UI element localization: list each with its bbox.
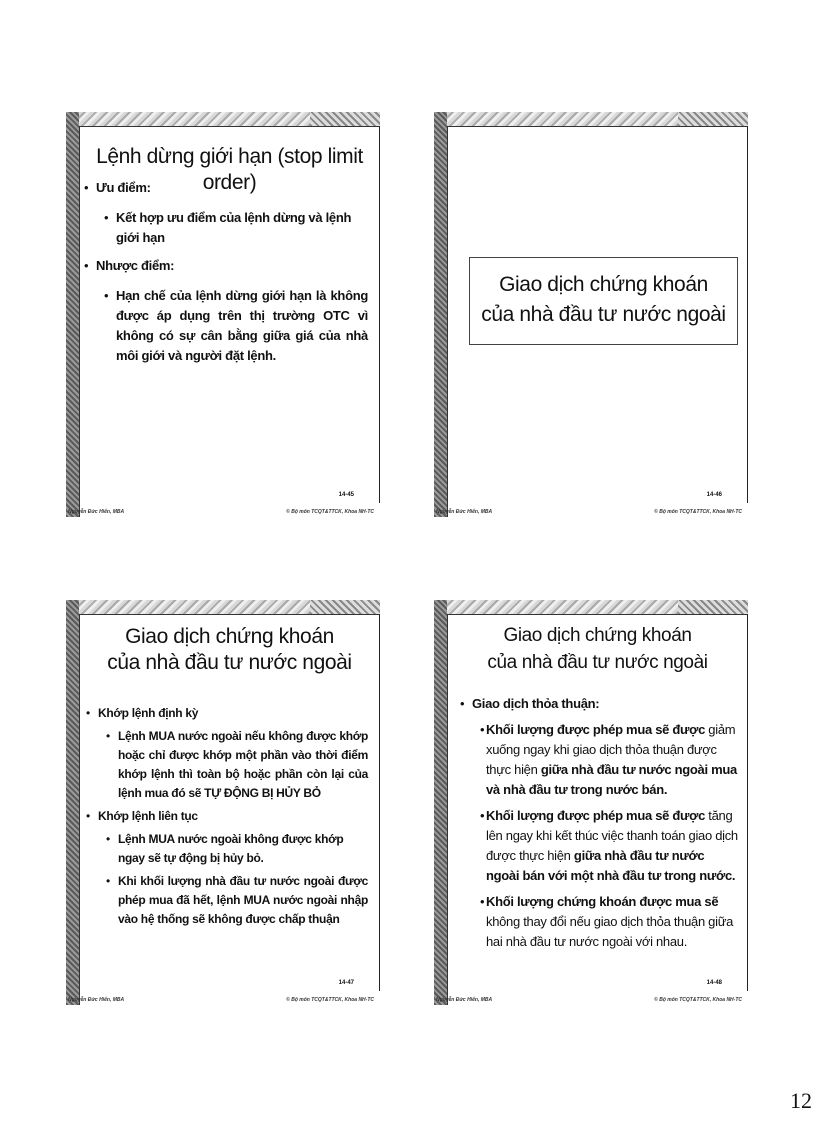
sub-bullet-normal: giảm xuống ngay khi giao dịch thỏa thuận được thực hiện <box>486 722 736 777</box>
bullet: • Nhược điểm: <box>84 256 368 276</box>
sub-bullet: • Hạn chế của lệnh dừng giới hạn là không được áp dụng trên thị trường OTC vì không có sự cân bằng giữa giá của nhà môi giới và người đặt lệnh. <box>84 286 368 366</box>
slide-14-45 <box>66 112 380 517</box>
footer-copyright: © Bộ môn TCQT&TTCK, Khoa NH-TC <box>286 509 374 515</box>
sub-bullet-strong: Khối lượng được phép mua sẽ được <box>486 722 705 737</box>
footer-author: Nguyễn Đức Hiển, MBA <box>68 509 125 515</box>
slide-body <box>86 704 368 929</box>
section-title-box <box>469 257 738 345</box>
sub-bullet: • Khi khối lượng nhà đầu tư nước ngoài được phép mua đã hết, lệnh MUA nước ngoài nhập vào hệ thống sẽ không được chấp thuận <box>86 872 368 929</box>
slide-title-line2: của nhà đầu tư nước ngoài <box>107 651 352 674</box>
slide-body <box>460 694 740 952</box>
footer-author: Nguyễn Đức Hiển, MBA <box>436 997 493 1003</box>
sub-bullet <box>460 720 740 800</box>
section-title-line2: của nhà đầu tư nước ngoài <box>481 303 726 326</box>
slide-title <box>447 622 748 676</box>
slide-left-bar <box>66 600 80 1005</box>
slide-footer <box>434 503 748 517</box>
footer-copyright: © Bộ môn TCQT&TTCK, Khoa NH-TC <box>654 997 742 1003</box>
slide-number: 14-46 <box>706 492 722 498</box>
slide-14-48 <box>434 600 748 1005</box>
footer-copyright: © Bộ môn TCQT&TTCK, Khoa NH-TC <box>654 509 742 515</box>
slide-title-line1: Giao dịch chứng khoán <box>125 625 334 648</box>
sub-bullet-strong: Khối lượng chứng khoán được mua sẽ <box>486 894 719 909</box>
sub-bullet: • Lệnh MUA nước ngoài không được khớp ngay sẽ tự động bị hủy bỏ. <box>86 830 368 868</box>
slide-footer <box>434 991 748 1005</box>
footer-copyright: © Bộ môn TCQT&TTCK, Khoa NH-TC <box>286 997 374 1003</box>
slide-left-bar <box>66 112 80 517</box>
sub-bullet <box>460 892 740 952</box>
slide-top-bar <box>79 600 380 615</box>
sub-bullet <box>460 806 740 886</box>
slide-14-46 <box>434 112 748 517</box>
slide-top-bar <box>79 112 380 127</box>
sub-bullet-strong: Khối lượng được phép mua sẽ được <box>486 808 705 823</box>
sub-bullet-strong: giữa nhà đầu tư nước ngoài bán với một nhà đầu tư trong nước. <box>486 848 736 883</box>
slide-body <box>84 178 368 366</box>
slide-14-47 <box>66 600 380 1005</box>
slide-number: 14-45 <box>338 492 354 498</box>
sub-bullet-normal: không thay đổi nếu giao dịch thỏa thuận giữa hai nhà đầu tư nước ngoài với nhau. <box>486 914 734 949</box>
sub-bullet: • Lệnh MUA nước ngoài nếu không được khớp hoặc chỉ được khớp một phần vào thời điểm khớp lệnh thì toàn bộ hoặc phần còn lại của lệnh mua đó sẽ TỰ ĐỘNG BỊ HỦY BỎ <box>86 727 368 803</box>
slide-number: 14-47 <box>338 980 354 986</box>
page-number: 12 <box>790 1088 812 1113</box>
slide-footer <box>66 991 380 1005</box>
bullet: • Ưu điểm: <box>84 178 368 198</box>
slide-title-line1: Giao dịch chứng khoán <box>503 625 692 646</box>
sub-bullet: • Kết hợp ưu điểm của lệnh dừng và lệnh giới hạn <box>84 208 368 248</box>
slide-title <box>79 624 380 676</box>
slide-top-bar <box>447 112 748 127</box>
bullet: • Khớp lệnh liên tục <box>86 807 368 826</box>
slide-title: Lệnh dừng giới hạn (stop limit order) <box>96 145 363 194</box>
section-title-line1: Giao dịch chứng khoán <box>499 273 708 296</box>
sub-bullet-normal: tăng lên ngay khi kết thúc việc thanh toán giao dịch được thực hiện <box>486 808 738 863</box>
slide-title-line2: của nhà đầu tư nước ngoài <box>487 652 708 673</box>
bullet: • Khớp lệnh định kỳ <box>86 704 368 723</box>
slide-left-bar <box>434 600 448 1005</box>
slide-footer <box>66 503 380 517</box>
footer-author: Nguyễn Đức Hiển, MBA <box>436 509 493 515</box>
footer-author: Nguyễn Đức Hiển, MBA <box>68 997 125 1003</box>
slide-number: 14-48 <box>706 980 722 986</box>
slide-left-bar <box>434 112 448 517</box>
sub-bullet-strong: giữa nhà đầu tư nước ngoài mua và nhà đầu tư trong nước bán. <box>486 762 737 797</box>
bullet: • Giao dịch thỏa thuận: <box>460 694 740 714</box>
slide-top-bar <box>447 600 748 615</box>
